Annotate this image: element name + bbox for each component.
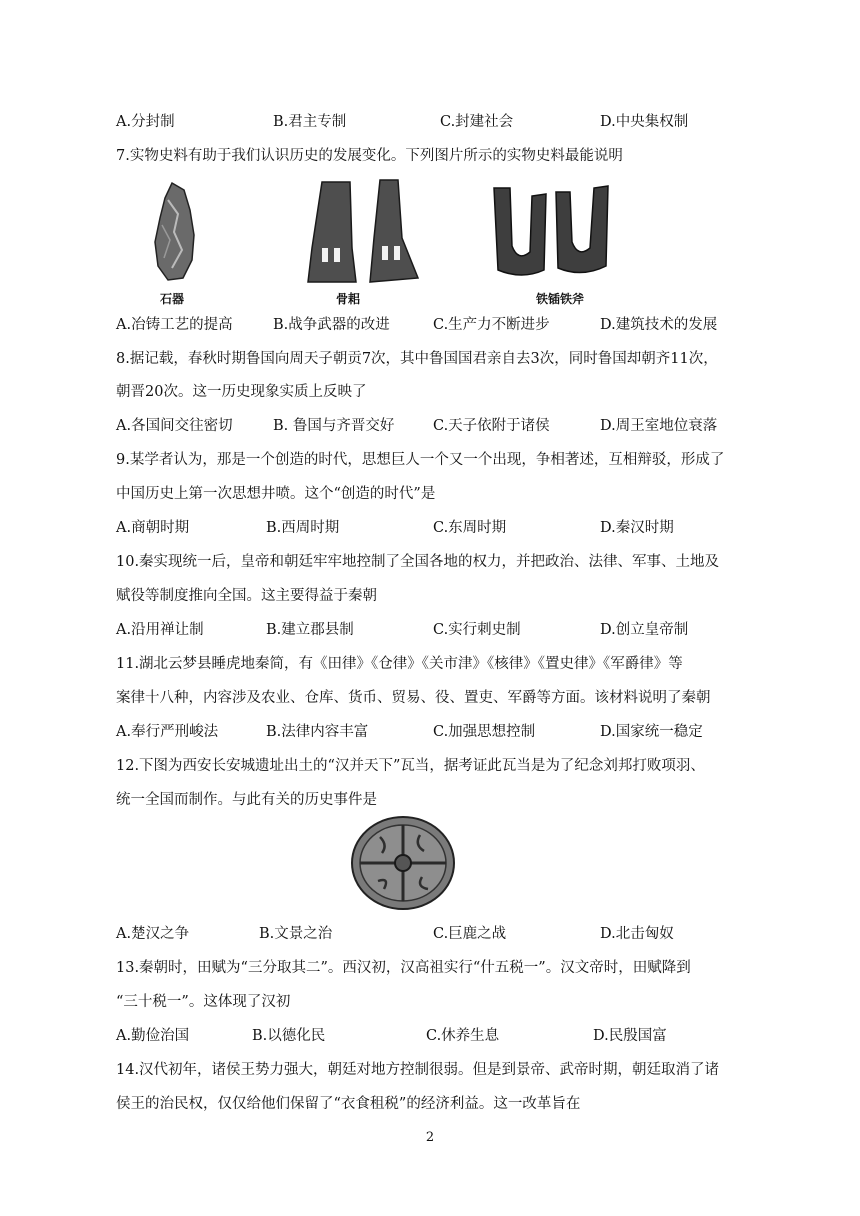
q12-option-d: D.北击匈奴 (600, 926, 674, 942)
q11-stem-line-2: 案律十八种，内容涉及农业、仓库、货币、贸易、役、置吏、军爵等方面。该材料说明了秦朝 (116, 690, 711, 706)
q6-option-c: C.封建社会 (440, 114, 514, 130)
q9-option-c: C.东周时期 (433, 520, 507, 536)
q6-option-a: A.分封制 (116, 114, 175, 130)
q7-option-c: C.生产力不断进步 (433, 317, 550, 333)
q12-stem-line-2: 统一全国而制作。与此有关的历史事件是 (116, 792, 377, 808)
q10-stem-line-1: 10.秦实现统一后，皇帝和朝廷牢牢地控制了全国各地的权力，并把政治、法律、军事、土地及 (116, 554, 720, 570)
eave-tile-image (350, 815, 456, 911)
stone-tool-image (150, 180, 200, 285)
q12-option-a: A.楚汉之争 (116, 926, 190, 942)
q13-stem-line-1: 13.秦朝时，田赋为“三分取其二”。西汉初，汉高祖实行“什五税一”。汉文帝时，田赋降到 (116, 960, 691, 976)
q9-stem-line-2: 中国历史上第一次思想井喷。这个“创造的时代”是 (116, 486, 436, 502)
q8-option-c: C.天子依附于诸侯 (433, 418, 550, 434)
q11-stem-line-1: 11.湖北云梦县睡虎地秦简，有《田律》《仓律》《关市津》《核律》《置史律》《军爵律》等 (116, 656, 683, 672)
q7-option-b: B.战争武器的改进 (273, 317, 390, 333)
q13-option-a: A.勤俭治国 (116, 1028, 190, 1044)
q6-option-b: B.君主专制 (273, 114, 347, 130)
q8-option-d: D.周王室地位衰落 (600, 418, 718, 434)
q7-option-a: A.冶铸工艺的提高 (116, 317, 233, 333)
q10-option-a: A.沿用禅让制 (116, 622, 204, 638)
q12-option-b: B.文景之治 (259, 926, 333, 942)
bone-spade-label: 骨耜 (336, 292, 361, 306)
q9-option-d: D.秦汉时期 (600, 520, 674, 536)
q8-stem-line-1: 8.据记载，春秋时期鲁国向周天子朝贡7次，其中鲁国国君亲自去3次，同时鲁国却朝齐11次， (116, 351, 718, 367)
q10-option-b: B.建立郡县制 (266, 622, 354, 638)
q11-option-d: D.国家统一稳定 (600, 724, 703, 740)
q13-stem-line-2: “三十税一”。这体现了汉初 (116, 994, 291, 1010)
iron-tools-label: 铁锸铁斧 (536, 292, 585, 306)
q8-stem-line-2: 朝晋20次。这一历史现象实质上反映了 (116, 384, 367, 400)
q7-stem: 7.实物史料有助于我们认识历史的发展变化。下列图片所示的实物史料最能说明 (116, 148, 623, 164)
q12-option-c: C.巨鹿之战 (433, 926, 507, 942)
q10-option-c: C.实行刺史制 (433, 622, 521, 638)
page-number: 2 (425, 1130, 435, 1145)
q13-option-b: B.以德化民 (252, 1028, 326, 1044)
q9-option-a: A.商朝时期 (116, 520, 190, 536)
q9-stem-line-1: 9.某学者认为，那是一个创造的时代，思想巨人一个又一个出现，争相著述，互相辩驳，形成了 (116, 452, 725, 468)
q6-option-d: D.中央集权制 (600, 114, 689, 130)
q9-option-b: B.西周时期 (266, 520, 340, 536)
iron-tools-image (488, 178, 628, 288)
q10-stem-line-2: 赋役等制度推向全国。这主要得益于秦朝 (116, 588, 377, 604)
q11-option-c: C.加强思想控制 (433, 724, 536, 740)
bone-spade-image (300, 178, 430, 288)
q14-stem-line-1: 14.汉代初年，诸侯王势力强大，朝廷对地方控制很弱。但是到景帝、武帝时期，朝廷取消了诸 (116, 1062, 720, 1078)
q10-option-d: D.创立皇帝制 (600, 622, 689, 638)
q8-option-b: B. 鲁国与齐晋交好 (273, 418, 395, 434)
q13-option-d: D.民殷国富 (593, 1028, 667, 1044)
stone-tool-label: 石器 (160, 292, 185, 306)
q11-option-b: B.法律内容丰富 (266, 724, 369, 740)
q11-option-a: A.奉行严刑峻法 (116, 724, 219, 740)
q12-stem-line-1: 12.下图为西安长安城遗址出土的“汉并天下”瓦当，据考证此瓦当是为了纪念刘邦打败项羽、 (116, 758, 705, 774)
q7-option-d: D.建筑技术的发展 (600, 317, 718, 333)
q14-stem-line-2: 侯王的治民权，仅仅给他们保留了“衣食租税”的经济利益。这一改革旨在 (116, 1096, 581, 1112)
q13-option-c: C.休养生息 (426, 1028, 500, 1044)
q8-option-a: A.各国间交往密切 (116, 418, 233, 434)
